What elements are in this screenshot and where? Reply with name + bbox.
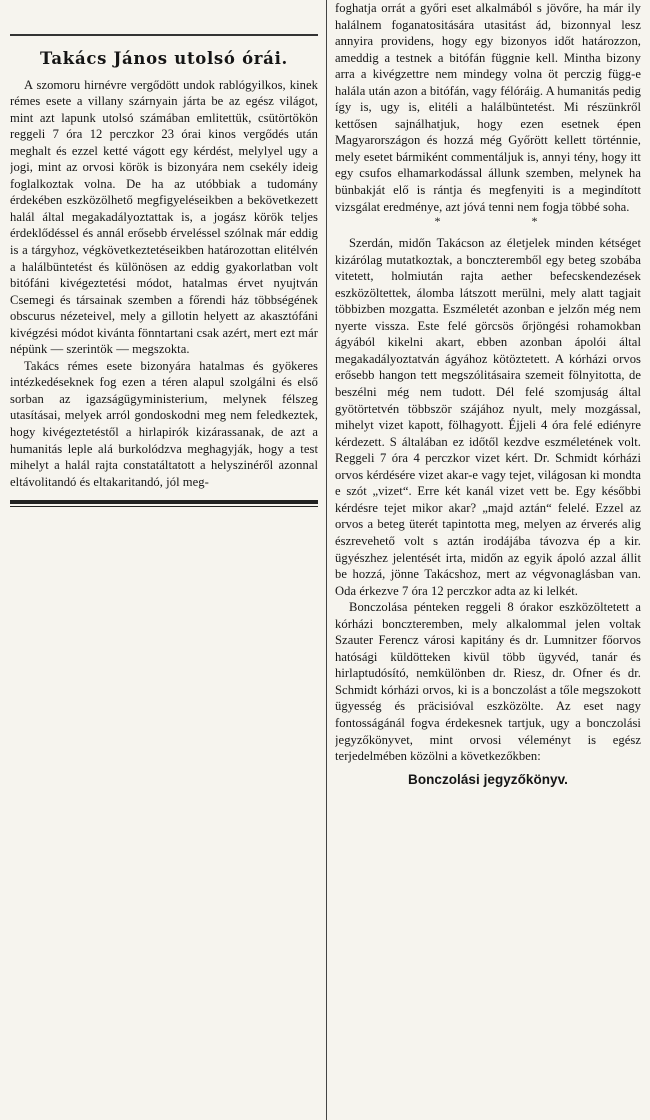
article-title: Takács János utolsó órái. bbox=[40, 49, 288, 68]
paragraph-continued: foghatja orrát a győri eset alkalmából s jövőre, ha már ily halálnem foganatositására utasitást ád, bizonnyal lesz annyira providens, hogy egy bizonyos időt határozzon, ameddig a testnek a bitófán függnie kell. Mintha bizony arra a kivégzettre nem mindegy volna öt perczig függ-e halála után azon a bitófán, vagy félóráig. A humanitás pedig így is, ugy is, elitéli a halálbüntetést. Mi részünkről kettősen sajnálhatjuk, hogy ezen esetnek épen Magyarországon és hozzá még Győrött kellett történnie, mely esetet bármiként commentáljuk is, annyi tény, hogy itt egy csufos elhamarkodással állunk szemben, melynek ha bünbakját elő is rántja és megfenyiti is a megindított vizsgálat eredménye, azt jóvá tenni nem fogja többé soha. bbox=[335, 1, 641, 214]
section-separator: * * bbox=[434, 214, 582, 229]
paragraph-2: Takács rémes esete bizonyára hatalmas és gyökeres intézkedéseknek fog ezen a téren alapul szolgálni és első sorban az igazságügyministerium, melynek félszeg utasításai, melyek arról gondoskodni meg nem feledkeztek, hogy kivégeztetéstől a hirlapirók kizárassanak, de azt a humanitás leple alá burkolódzva meghagyják, hogy a test mihelyt a halál rajta constatáltatott a helyszinéről azonnal eltávolitandó és eltakaritandó, jól meg- bbox=[10, 358, 318, 489]
end-rule-thin bbox=[10, 506, 318, 507]
paragraph-3: Szerdán, midőn Takácson az életjelek minden kétséget kizárólag mutatkoztak, a bonczteremből egy beteg szobába vitetett, holmiután rajta aether befecskendezések eszközöltettek, álomba látszott merülni, mely alatt tagjait többizben mozgatta. Eszméletét azonban e jelzőn még nem nyerte vissza. Este felé görcsös őrjöngési rohamokban ágyából kikelni akart, ebben azonban ápolói által megakadályoztatván ágyához kötöztetett. A kórházi orvos erősebb hangon tett megszólitásaira szemeit fölnyitotta, de beszélni még nem tudott. Dél felé szomjuság által gyötörtetvén többször szájához nyult, mely mozgással, mihelyt vizet kapott, fölhagyott. Éjjeli 4 óra felé ediényre kérdezett. S általában ez időtől kezdve eszméletének volt. Reggeli 7 óra 4 perczkor vizet kért. Dr. Schmidt kórházi orvos kérdésére vizet akar-e vagy tejet, világosan ki mondta e szót „vizet“. Erre két kanál vizet vett be. Egy későbbi kérdésre tejet mikor akar? „majd aztán“ felelé. Ezzel az orvos a beteg üterét tapintotta meg, melyen az érverés alig észrevehető volt s aztán irodájába távozva ép a kir. ügyészhez jelentését irta, midőn az egyik ápoló azzal állit be hozzá, jönne Takácshoz, mert az végvonaglásban van. Oda érkezve 7 óra 12 perczkor adta az ki lelkét. bbox=[335, 236, 641, 598]
paragraph-4: Bonczolása pénteken reggeli 8 órakor eszközöltetett a kórházi bonczteremben, mely alkalommal jelen voltak Szauter Ferencz városi kapitány és dr. Lumnitzer főorvos hatósági küldötteken kivül több ügyvéd, tanár és hirlaptudósító, nemkülönben dr. Riesz, dr. Ofner és dr. Schmidt kórházi orvos, ki is a bonczolást a tőle megszokott ügyesség és präcisióval eszközölte. Az eset nagy fontosságánál fogva érdekesnek tartjuk, ugy a bonczolási jegyzőkönyvet, mint orvosi véleményt is egész terjedelmében közölni a következőkben: bbox=[335, 600, 641, 764]
column-divider bbox=[326, 0, 327, 1120]
right-column bbox=[335, 0, 641, 788]
section-subheading: Bonczolási jegyzőkönyv. bbox=[408, 771, 568, 787]
left-column bbox=[10, 0, 318, 507]
end-rule-thick bbox=[10, 500, 318, 504]
paragraph-1: A szomoru hirnévre vergődött undok rablógyilkos, kinek rémes esete a villany szárnyain járta be az egész világot, mint azt lapunk utolsó számában emlitettük, csütörtökön reggeli 7 óra 12 perczkor 23 órai kinos vergődés után meghalt és ezzel ketté vágott egy kérdést, melylyel ugy a jogi, mint az orvosi körök is bizonyára nem csekély ideig foglalkoztak volna. De ha az utóbbiak a tudomány érdekében eszközölhető megfigyeléseikben a bekövetkezett halál által megakadályoztattak is, a jogász körök teljes érdeklődéssel és annál erősebb érveléssel szólnak már eddig is a tárgyhoz, végkövetkeztetéseikben határozottan elitélvén a halálbüntetést és különösen az eddig gyakorlatban volt bitófáni kivégeztetési módot, hatalmas érvet nyujtván Csemegi és társainak szemben a főrendi ház többségének obscurus nézeteivel, mely a gillotin helyett az akasztófáni kivégzési módot kivánta fönntartani csak azért, mert ezt már népünk — szerintök — megszokta. bbox=[10, 77, 318, 357]
top-rule bbox=[10, 34, 318, 36]
